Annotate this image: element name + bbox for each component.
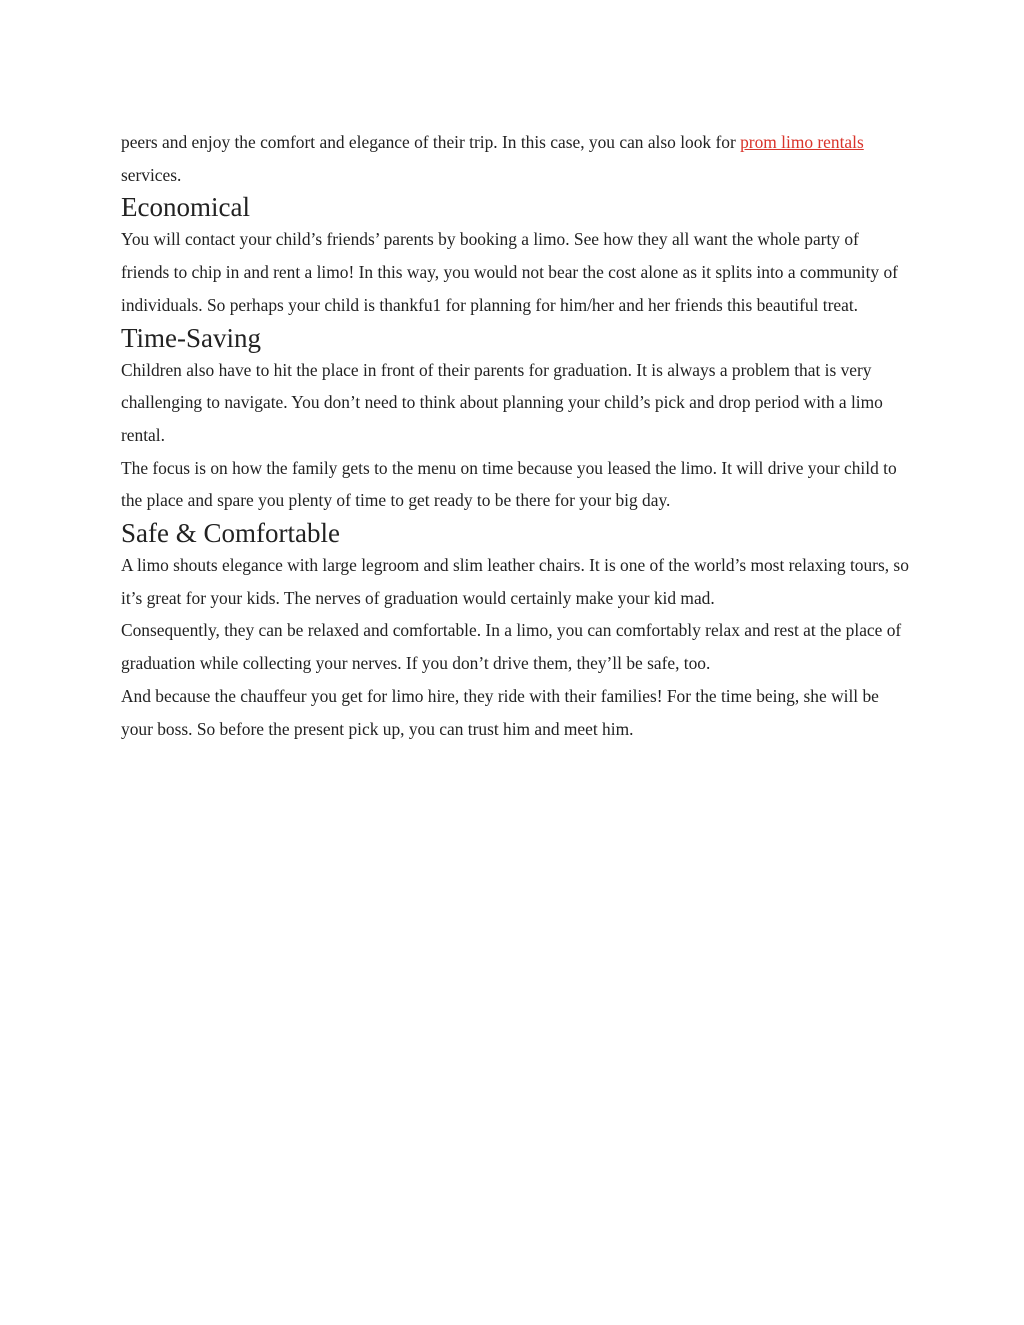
heading-safe-comfortable: Safe & Comfortable xyxy=(121,518,340,549)
paragraph-time-saving-2: The focus is on how the family gets to the menu on time because you leased the limo. It will drive your child to the place and spare you plenty of time to get ready to be there for your big day. xyxy=(121,457,897,511)
paragraph-safe-comfortable-3: And because the chauffeur you get for limo hire, they ride with their families! For the time being, she will be your boss. So before the present pick up, you can trust him and meet him. xyxy=(121,685,879,739)
heading-time-saving: Time-Saving xyxy=(121,322,262,353)
paragraph-economical: You will contact your child’s friends’ parents by booking a limo. See how they all want the whole party of friends to chip in and rent a limo! In this way, you would not bear the cost alone as it splits into a community of individuals. So perhaps your child is thankfu1 for planning for him/her and her friends this beautiful treat. xyxy=(121,229,898,315)
prom-limo-rentals-link[interactable]: prom limo rentals xyxy=(740,132,864,152)
paragraph-time-saving-1: Children also have to hit the place in front of their parents for graduation. It is always a problem that is very challenging to navigate. You don’t need to think about planning your child’s pick and drop period with a limo rental. xyxy=(121,359,883,445)
intro-paragraph xyxy=(121,126,911,191)
paragraph-safe-comfortable-2: Consequently, they can be relaxed and comfortable. In a limo, you can comfortably relax and rest at the place of graduation while collecting your nerves. If you don’t drive them, they’ll be safe, too. xyxy=(121,620,902,674)
document-page xyxy=(121,126,911,745)
paragraph-safe-comfortable-1: A limo shouts elegance with large legroom and slim leather chairs. It is one of the world’s most relaxing tours, so it’s great for your kids. The nerves of graduation would certainly make your kid mad. xyxy=(121,555,909,608)
heading-economical: Economical xyxy=(121,192,250,223)
intro-text-after: services. xyxy=(121,164,182,185)
intro-text-before: peers and enjoy the comfort and elegance of their trip. In this case, you can also look for xyxy=(121,132,741,152)
